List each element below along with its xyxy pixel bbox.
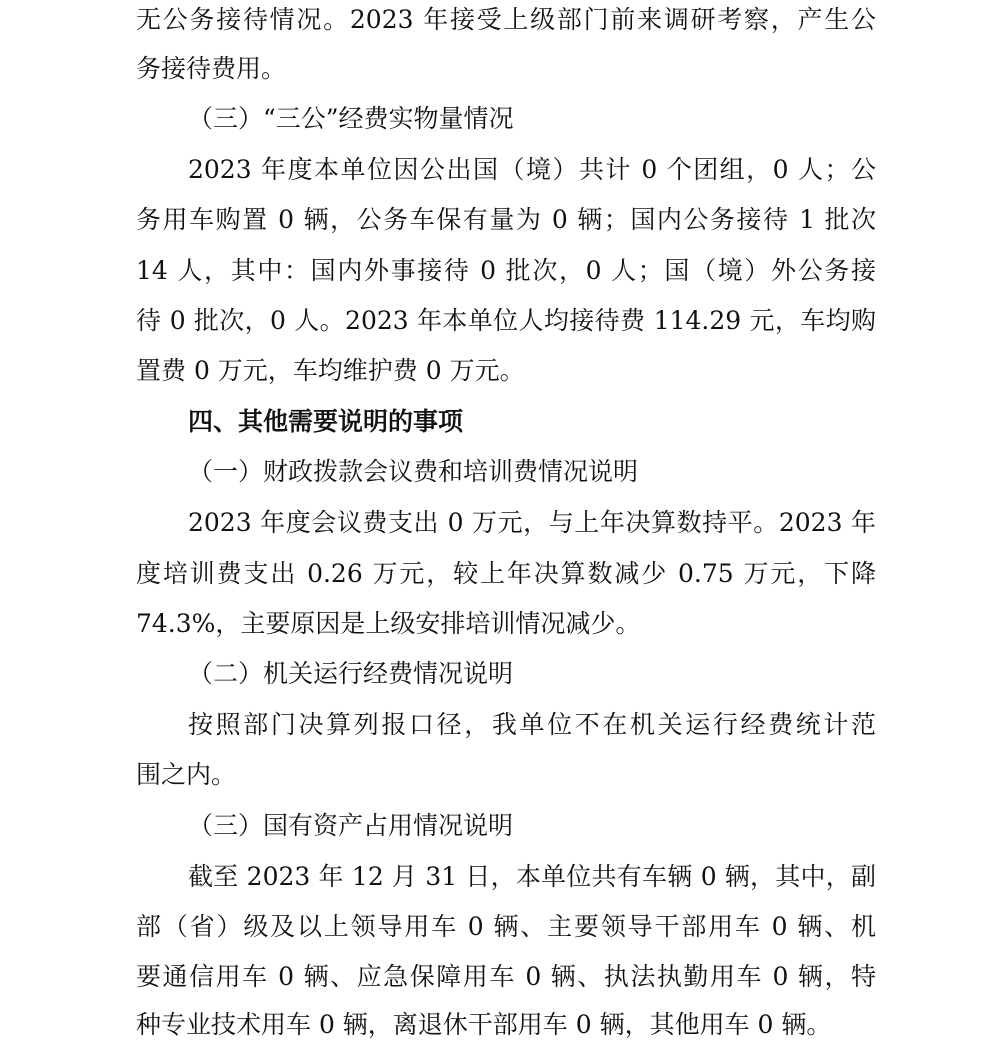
paragraph-line: 度培训费支出 0.26 万元，较上年决算数减少 0.75 万元，下降 xyxy=(136,559,876,588)
subsection-heading: （三）国有资产占用情况说明 xyxy=(188,811,514,840)
paragraph-line: 围之内。 xyxy=(136,760,237,789)
paragraph-line: 种专业技术用车 0 辆，离退休干部用车 0 辆，其他用车 0 辆。 xyxy=(136,1010,832,1039)
paragraph-line: 按照部门决算列报口径，我单位不在机关运行经费统计范 xyxy=(188,710,876,739)
paragraph-line: 务用车购置 0 辆，公务车保有量为 0 辆；国内公务接待 1 批次 xyxy=(136,205,876,234)
paragraph-line: 待 0 批次，0 人。2023 年本单位人均接待费 114.29 元，车均购 xyxy=(136,306,876,335)
paragraph-line: 14 人，其中：国内外事接待 0 批次，0 人；国（境）外公务接 xyxy=(136,256,876,285)
paragraph-line: 要通信用车 0 辆、应急保障用车 0 辆、执法执勤用车 0 辆，特 xyxy=(136,962,876,991)
subsection-heading: （一）财政拨款会议费和培训费情况说明 xyxy=(188,457,639,486)
paragraph-line: 74.3%，主要原因是上级安排培训情况减少。 xyxy=(136,609,641,638)
paragraph-line: 务接待费用。 xyxy=(136,54,287,83)
paragraph-line: 2023 年度本单位因公出国（境）共计 0 个团组，0 人；公 xyxy=(188,155,876,184)
paragraph-line: 无公务接待情况。2023 年接受上级部门前来调研考察，产生公 xyxy=(136,5,876,34)
section-heading: 四、其他需要说明的事项 xyxy=(188,407,464,436)
paragraph-line: 截至 2023 年 12 月 31 日，本单位共有车辆 0 辆，其中，副 xyxy=(188,862,876,891)
paragraph-line: 置费 0 万元，车均维护费 0 万元。 xyxy=(136,356,525,385)
paragraph-line: 2023 年度会议费支出 0 万元，与上年决算数持平。2023 年 xyxy=(188,508,876,537)
paragraph-line: 部（省）级及以上领导用车 0 辆、主要领导干部用车 0 辆、机 xyxy=(136,912,876,941)
subsection-heading: （二）机关运行经费情况说明 xyxy=(188,659,514,688)
subsection-heading: （三）“三公”经费实物量情况 xyxy=(188,104,514,133)
